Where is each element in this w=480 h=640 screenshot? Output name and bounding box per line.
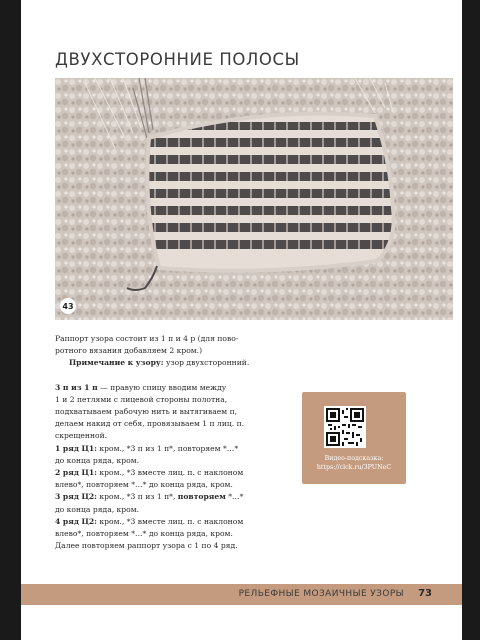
video-caption	[302, 454, 406, 472]
pattern-instructions	[55, 333, 275, 552]
stitch-label: 3 п из 1 п	[55, 382, 98, 392]
row-label: 1 ряд Ц1:	[55, 443, 97, 453]
stitch-text: делаем накид от себя, провязываем 1 п лиц. п.	[55, 419, 245, 429]
knitting-photo	[55, 78, 453, 320]
photo-number-badge: 43	[60, 298, 76, 314]
row-label: 4 ряд Ц2:	[55, 516, 97, 526]
intro-line: ротного вязания добавляем 2 кром.)	[55, 346, 203, 356]
row-instruction	[55, 516, 275, 528]
row-text: кром., *3 п из 1 п*,	[96, 492, 178, 502]
stitch-definition	[55, 382, 275, 394]
note-label: Примечание к узору:	[69, 358, 164, 368]
knitted-swatch-illustration	[55, 78, 453, 320]
row-instruction-cont: влево*, повторяем *…* до конца ряда, кром.	[55, 529, 233, 539]
pattern-note	[55, 357, 275, 369]
row-text: кром., *3 вместе лиц. п. с наклоном	[96, 468, 244, 478]
row-label: 3 ряд Ц2:	[55, 492, 97, 502]
qr-code[interactable]	[324, 406, 366, 448]
row-instruction-cont: до конца ряда, кром.	[55, 455, 140, 465]
video-hint-label: Видео-подсказка:	[324, 455, 384, 462]
repeat-instruction: Далее повторяем раппорт узора с 1 по 4 ряд.	[55, 541, 238, 551]
section-title: РЕЛЬЕФНЫЕ МОЗАИЧНЫЕ УЗОРЫ	[238, 589, 404, 599]
row-bold-word: повторяем	[177, 492, 226, 502]
row-text: кром., *3 вместе лиц. п. с наклоном	[96, 516, 244, 526]
row-instruction-cont: влево*, повторяем *…* до конца ряда, кром.	[55, 480, 233, 490]
row-instruction-cont: до конца ряда, кром.	[55, 504, 140, 514]
stitch-text: — правую спицу вводим между	[97, 382, 227, 392]
intro-line: Раппорт узора состоит из 1 п и 4 р (для пово-	[55, 334, 239, 343]
page-number: 73	[418, 588, 432, 599]
stitch-text: подхватываем рабочую нить и вытягиваем п,	[55, 407, 238, 417]
row-text: *…*	[225, 492, 244, 502]
row-instruction	[55, 491, 275, 503]
row-instruction	[55, 443, 275, 455]
page-title: ДВУХСТОРОННИЕ ПОЛОСЫ	[55, 50, 300, 69]
book-page	[21, 0, 462, 640]
row-label: 2 ряд Ц1:	[55, 468, 97, 478]
note-text: узор двухсторонний.	[163, 358, 250, 368]
video-hint-box[interactable]	[302, 392, 406, 484]
stitch-text: 1 и 2 петлями с лицевой стороны полотна,	[55, 394, 228, 404]
stitch-text: скрещенной.	[55, 431, 108, 441]
row-text: кром., *3 п из 1 п*, повторяем *…*	[96, 443, 239, 453]
qr-code-icon	[326, 408, 364, 446]
row-instruction	[55, 467, 275, 479]
footer-band	[21, 584, 462, 605]
video-link[interactable]: https://clck.ru/3PUNeC	[316, 464, 392, 471]
